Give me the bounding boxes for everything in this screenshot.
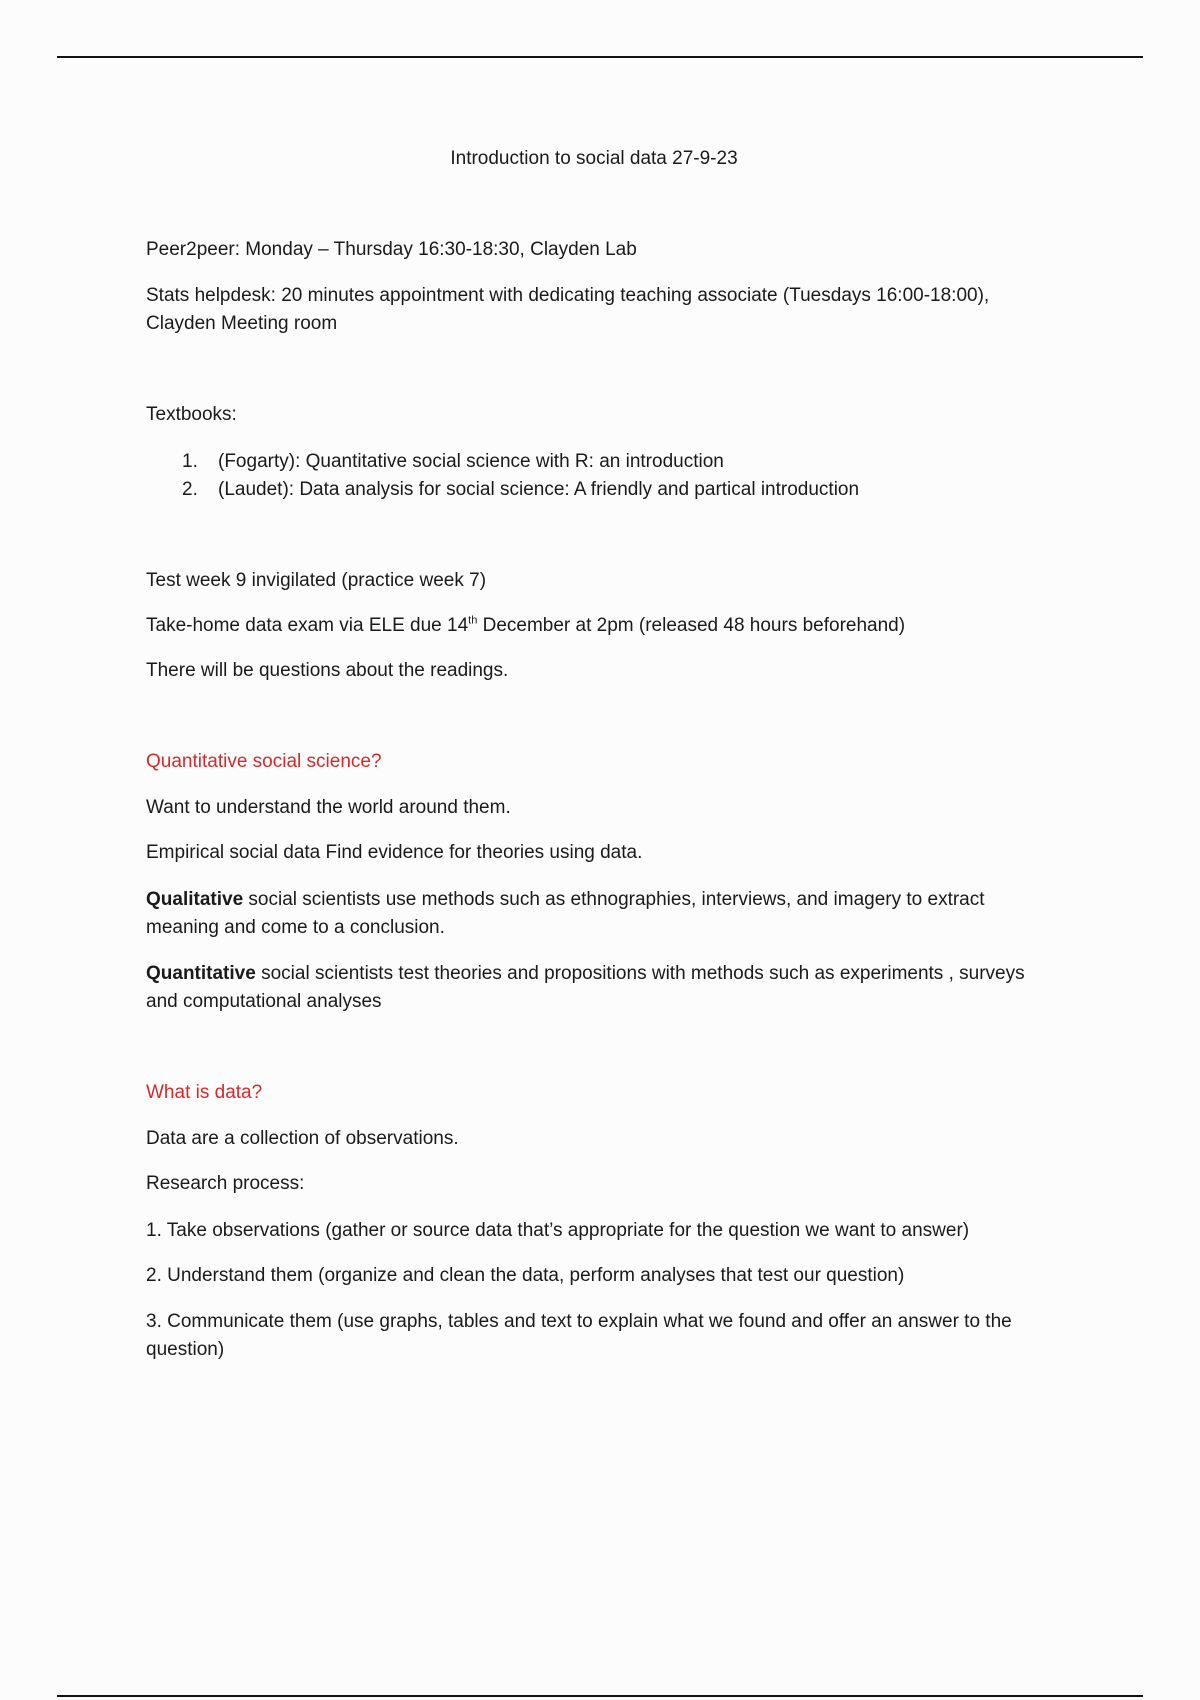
exam-superscript: th (468, 614, 478, 627)
paragraph: Want to understand the world around them. (146, 797, 511, 818)
list-number: 2. (182, 479, 198, 500)
paragraph: Empirical social data Find evidence for theories using data. (146, 842, 643, 863)
exam-text-before: Take-home data exam via ELE due 14 (146, 615, 469, 636)
paragraph: Research process: (146, 1173, 305, 1194)
test-week-line: Test week 9 invigilated (practice week 7) (146, 570, 487, 591)
helpdesk-line-1: Stats helpdesk: 20 minutes appointment with dedicating teaching associate (Tuesdays 16:00-18:00), (146, 285, 990, 306)
quantitative-line-2: and computational analyses (146, 991, 382, 1012)
research-step-3-line-2: question) (146, 1339, 225, 1360)
quantitative-text: social scientists test theories and propositions with methods such as experiments , surveys (255, 963, 1025, 984)
readings-line: There will be questions about the readings. (146, 660, 509, 681)
peer2peer-line: Peer2peer: Monday – Thursday 16:30-18:30, Clayden Lab (146, 239, 637, 260)
research-step-1: 1. Take observations (gather or source data that’s appropriate for the question we want to answer) (146, 1220, 970, 1241)
top-rule (57, 56, 1143, 58)
list-number: 1. (182, 451, 198, 472)
textbook-text: (Laudet): Data analysis for social science: A friendly and partical introduction (218, 479, 860, 500)
research-step-3-line-1: 3. Communicate them (use graphs, tables and text to explain what we found and offer an answer to the (146, 1311, 1012, 1332)
exam-text-after: December at 2pm (released 48 hours beforehand) (477, 615, 906, 636)
quantitative-line-1 (146, 960, 1025, 988)
qualitative-text: social scientists use methods such as ethnographies, interviews, and imagery to extract (243, 889, 985, 910)
qualitative-bold: Qualitative (146, 889, 244, 910)
page-title: Introduction to social data 27-9-23 (450, 148, 738, 169)
section-heading-quantitative: Quantitative social science? (146, 751, 382, 772)
qualitative-line-1 (146, 886, 985, 914)
qualitative-line-2: meaning and come to a conclusion. (146, 917, 445, 938)
exam-line (146, 612, 905, 640)
textbook-text: (Fogarty): Quantitative social science with R: an introduction (218, 451, 724, 472)
textbooks-label: Textbooks: (146, 404, 237, 425)
quantitative-bold: Quantitative (146, 963, 256, 984)
bottom-rule (57, 1695, 1143, 1697)
research-step-2: 2. Understand them (organize and clean the data, perform analyses that test our question) (146, 1265, 905, 1286)
paragraph: Data are a collection of observations. (146, 1128, 459, 1149)
helpdesk-line-2: Clayden Meeting room (146, 313, 338, 334)
section-heading-data: What is data? (146, 1082, 263, 1103)
